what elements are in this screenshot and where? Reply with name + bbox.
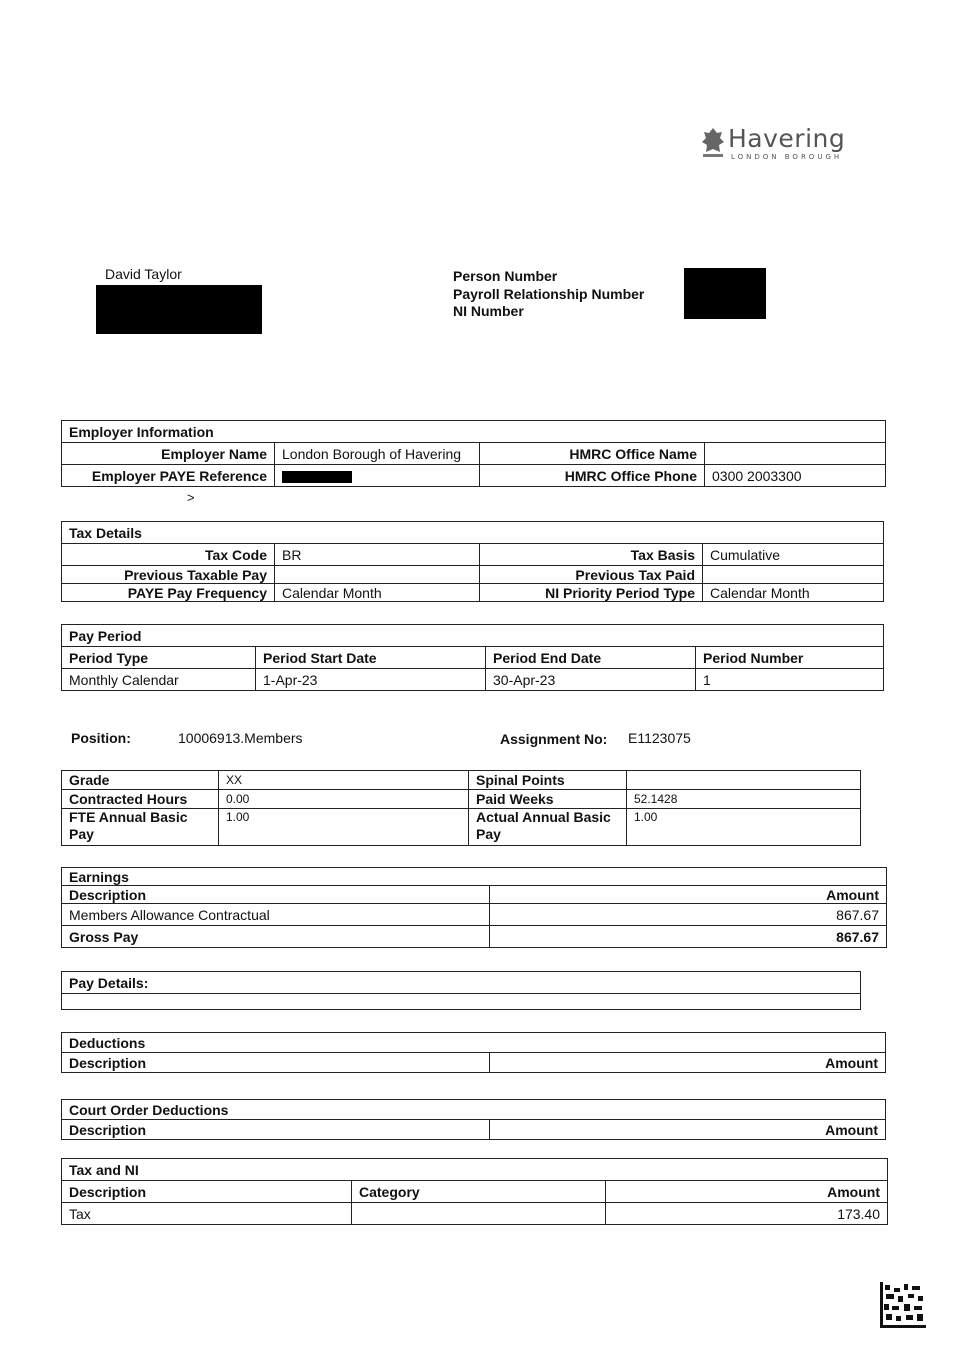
- gross-pay-value: 867.67: [490, 926, 887, 948]
- paye-pay-frequency-label: PAYE Pay Frequency: [62, 584, 275, 602]
- paid-weeks-value: 52.1428: [627, 790, 861, 809]
- logo-name: Havering: [728, 124, 846, 153]
- employer-info-table: [61, 420, 886, 487]
- tax-code-label: Tax Code: [62, 544, 275, 566]
- assignment-label: Assignment No:: [500, 731, 608, 747]
- tax-basis-label: Tax Basis: [480, 544, 703, 566]
- redacted-ids: [684, 268, 766, 319]
- tax-code-value: BR: [275, 544, 480, 566]
- ni-priority-period-label: NI Priority Period Type: [480, 584, 703, 602]
- datamatrix-code: [880, 1282, 926, 1328]
- tax-ni-description-header: Description: [62, 1181, 352, 1203]
- period-end-header: Period End Date: [486, 647, 696, 669]
- logo-subtitle: LONDON BOROUGH: [731, 153, 843, 161]
- tax-ni-item-description: Tax: [62, 1203, 352, 1225]
- period-number-value: 1: [696, 669, 884, 691]
- hmrc-office-name-value: [705, 443, 886, 465]
- period-type-value: Monthly Calendar: [62, 669, 256, 691]
- employer-name-label: Employer Name: [62, 443, 275, 465]
- redacted-address: [96, 285, 262, 334]
- period-start-header: Period Start Date: [256, 647, 486, 669]
- pay-details-empty-row: [62, 994, 861, 1010]
- court-orders-amount-header: Amount: [490, 1120, 886, 1140]
- tax-basis-value: Cumulative: [703, 544, 884, 566]
- crest-icon: [700, 126, 726, 160]
- havering-logo: [700, 124, 845, 166]
- paid-weeks-label: Paid Weeks: [469, 790, 627, 809]
- tax-ni-item-amount: 173.40: [606, 1203, 888, 1225]
- ni-priority-period-value: Calendar Month: [703, 584, 884, 602]
- tax-ni-amount-header: Amount: [606, 1181, 888, 1203]
- earnings-item-amount: 867.67: [490, 904, 887, 926]
- employer-info-header: Employer Information: [62, 421, 886, 443]
- period-type-header: Period Type: [62, 647, 256, 669]
- tax-ni-table: [61, 1158, 888, 1225]
- earnings-header: Earnings: [62, 868, 887, 886]
- redacted-paye-reference: [282, 471, 352, 483]
- actual-annual-basic-pay-label: Actual Annual Basic Pay: [469, 809, 627, 846]
- grade-value: XX: [219, 771, 469, 790]
- earnings-table: [61, 867, 887, 948]
- actual-annual-basic-pay-value: 1.00: [627, 809, 861, 846]
- deductions-description-header: Description: [62, 1053, 490, 1073]
- deductions-table: [61, 1032, 886, 1073]
- previous-tax-paid-value: [703, 566, 884, 584]
- earnings-amount-header: Amount: [490, 886, 887, 904]
- position-value: 10006913.Members: [178, 730, 303, 746]
- court-orders-description-header: Description: [62, 1120, 490, 1140]
- assignment-value: E1123075: [628, 730, 691, 746]
- stray-mark: >: [187, 490, 195, 505]
- payroll-relationship-label: Payroll Relationship Number: [453, 286, 645, 302]
- tax-ni-category-header: Category: [352, 1181, 606, 1203]
- employer-name-value: London Borough of Havering: [275, 443, 480, 465]
- period-number-header: Period Number: [696, 647, 884, 669]
- paye-pay-frequency-value: Calendar Month: [275, 584, 480, 602]
- spinal-points-label: Spinal Points: [469, 771, 627, 790]
- earnings-description-header: Description: [62, 886, 490, 904]
- deductions-amount-header: Amount: [490, 1053, 886, 1073]
- pay-details-table: [61, 971, 861, 1010]
- earnings-item-description: Members Allowance Contractual: [62, 904, 490, 926]
- previous-taxable-pay-value: [275, 566, 480, 584]
- previous-tax-paid-label: Previous Tax Paid: [480, 566, 703, 584]
- position-label: Position:: [71, 730, 131, 746]
- period-end-value: 30-Apr-23: [486, 669, 696, 691]
- paye-reference-value: [275, 465, 480, 487]
- grade-table: [61, 770, 861, 846]
- contracted-hours-value: 0.00: [219, 790, 469, 809]
- spinal-points-value: [627, 771, 861, 790]
- contracted-hours-label: Contracted Hours: [62, 790, 219, 809]
- deductions-header: Deductions: [62, 1033, 886, 1053]
- pay-period-header: Pay Period: [62, 625, 884, 647]
- paye-reference-label: Employer PAYE Reference: [62, 465, 275, 487]
- tax-ni-item-category: [352, 1203, 606, 1225]
- court-orders-table: [61, 1099, 886, 1140]
- hmrc-office-phone-label: HMRC Office Phone: [480, 465, 705, 487]
- grade-label: Grade: [62, 771, 219, 790]
- fte-annual-basic-pay-value: 1.00: [219, 809, 469, 846]
- fte-annual-basic-pay-label: FTE Annual Basic Pay: [62, 809, 219, 846]
- tax-ni-header: Tax and NI: [62, 1159, 888, 1181]
- pay-period-table: [61, 624, 884, 691]
- previous-taxable-pay-label: Previous Taxable Pay: [62, 566, 275, 584]
- court-orders-header: Court Order Deductions: [62, 1100, 886, 1120]
- pay-details-header: Pay Details:: [62, 972, 861, 994]
- ni-number-label: NI Number: [453, 303, 524, 319]
- person-number-label: Person Number: [453, 268, 558, 284]
- gross-pay-label: Gross Pay: [62, 926, 490, 948]
- tax-details-header: Tax Details: [62, 522, 884, 544]
- hmrc-office-phone-value: 0300 2003300: [705, 465, 886, 487]
- hmrc-office-name-label: HMRC Office Name: [480, 443, 705, 465]
- tax-details-table: [61, 521, 884, 602]
- employee-name: David Taylor: [105, 266, 182, 282]
- period-start-value: 1-Apr-23: [256, 669, 486, 691]
